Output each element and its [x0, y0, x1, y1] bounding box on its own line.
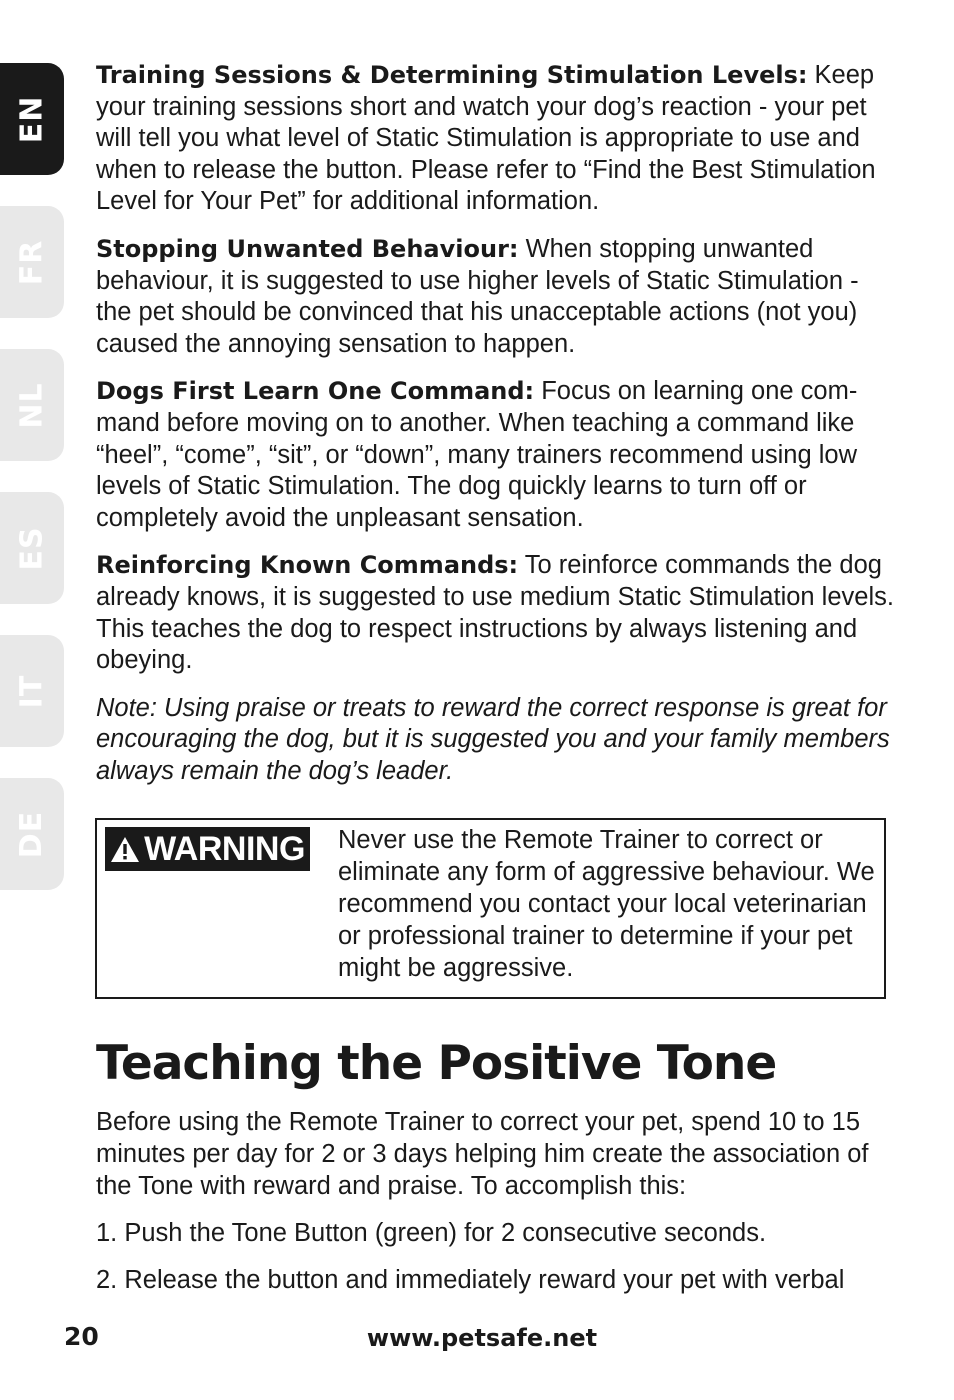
lang-tab-label: ES [14, 525, 50, 571]
warning-triangle-icon [110, 836, 140, 863]
lang-tab-fr[interactable] [0, 206, 64, 318]
lang-tab-label: DE [14, 810, 50, 858]
lang-tab-label: EN [14, 95, 50, 143]
main-content [96, 60, 896, 803]
paragraph-title: Dogs First Learn One Command: [96, 377, 535, 406]
lang-tab-nl[interactable] [0, 349, 64, 461]
paragraph-text: To reinforce commands the dog already knows, it is suggested to use medium Static Stimulation levels. This teaches the dog to respect instructions by always listening and obeying. [96, 551, 894, 675]
paragraph-known-commands [96, 550, 896, 676]
paragraph-training-sessions [96, 60, 896, 218]
footer-url[interactable] [0, 1324, 954, 1352]
lang-tab-label: FR [14, 239, 50, 285]
paragraph-stopping-behaviour [96, 234, 896, 360]
lang-tab-it[interactable] [0, 635, 64, 747]
lang-tab-en[interactable] [0, 63, 64, 175]
paragraph-title: Training Sessions & Determining Stimulation Levels: [96, 61, 808, 89]
lang-tab-label: NL [14, 381, 50, 429]
lang-tab-label: IT [14, 674, 50, 708]
section-heading: Teaching the Positive Tone [96, 1036, 777, 1091]
step-item: 2. Release the button and immediately reward your pet with verbal [96, 1266, 845, 1294]
step-item: 1. Push the Tone Button (green) for 2 consecutive seconds. [96, 1219, 767, 1247]
section-body [96, 1106, 896, 1311]
paragraph-text: Keep your training sessions short and watch your dog’s reaction - your pet will tell you what level of Static Stimulation is appropriate to use and when to release the button. Please refer to “Find the Best Stimulation Level for Your Pet” for additional information. [96, 61, 876, 216]
paragraph-one-command [96, 376, 896, 534]
paragraph-title: Reinforcing Known Commands: [96, 551, 519, 580]
warning-label: WARNING [144, 829, 305, 868]
paragraph-text: When stopping unwanted behaviour, it is suggested to use higher levels of Static Stimulation - the pet should be convinced that his unacceptable actions (not you) caused the annoying sensation to happen. [96, 234, 859, 358]
lang-tab-de[interactable] [0, 778, 64, 890]
paragraph-title: Stopping Unwanted Behaviour: [96, 234, 519, 263]
warning-badge [105, 827, 310, 871]
footer-url-text[interactable]: www.petsafe.net [366, 1324, 598, 1352]
warning-text: Never use the Remote Trainer to correct or eliminate any form of aggressive behaviour. We recommend you contact your local veterinarian or professional trainer to determine if your pet might be aggressive. [338, 826, 875, 982]
page-number: 20 [64, 1322, 99, 1351]
paragraph-text: Focus on learning one com- mand before moving on to another. When teaching a command like “heel”, “come”, “sit”, or “down”, many trainers recommend using low levels of Static Stimulation. The dog quickly learns to turn off or completely avoid the unpleasant sensation. [96, 377, 858, 532]
note-text: Note: Using praise or treats to reward the correct response is great for encouraging the dog, but it is suggested you and your family members always remain the dog’s leader. [96, 693, 890, 785]
section-intro: Before using the Remote Trainer to correct your pet, spend 10 to 15 minutes per day for 2 or 3 days helping him create the association of the Tone with reward and praise. To accomplish this: [96, 1108, 869, 1200]
lang-tab-es[interactable] [0, 492, 64, 604]
warning-box [95, 818, 886, 999]
